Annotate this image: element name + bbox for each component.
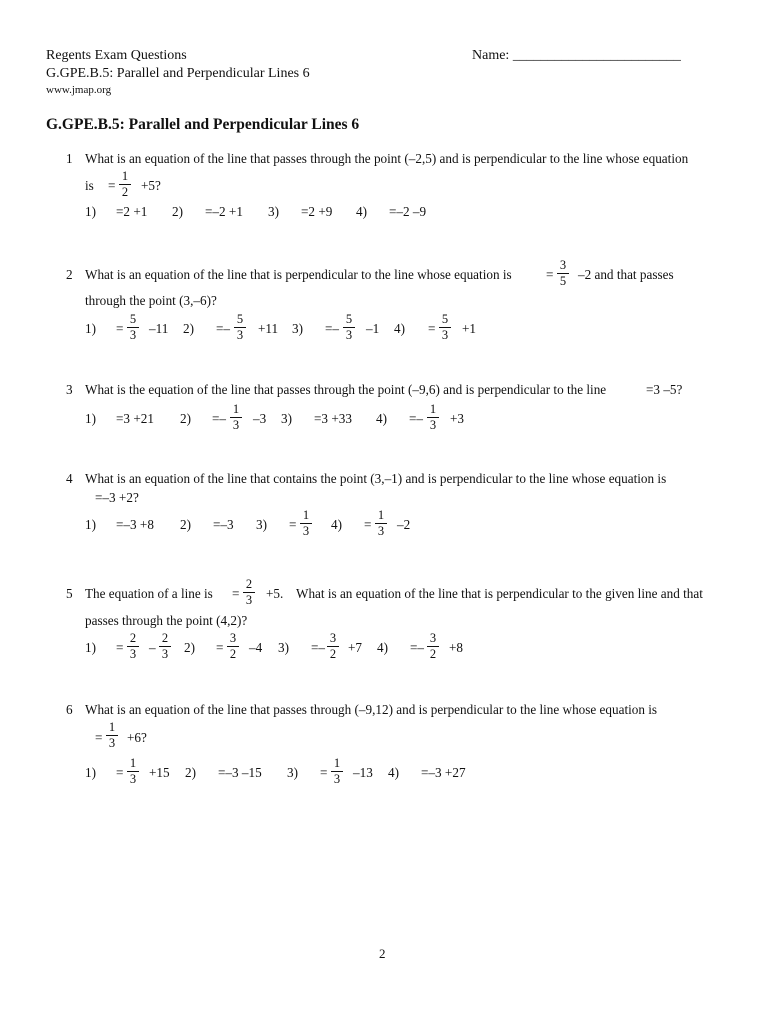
question-text: What is an equation of the line that is perpendicular to the given line and that xyxy=(296,586,703,601)
choice-text: =3 +21 xyxy=(116,411,154,426)
question-text: through the point (3,–6)? xyxy=(85,293,217,308)
denominator: 2 xyxy=(229,647,237,661)
equation-term: –11 xyxy=(149,321,169,336)
denominator: 3 xyxy=(345,328,353,342)
fraction xyxy=(226,631,240,661)
equals-sign: = xyxy=(116,640,124,655)
fraction xyxy=(118,169,132,199)
equation-term: +5. xyxy=(266,586,284,601)
choice-label: 1) xyxy=(85,640,96,655)
equals-sign: =– xyxy=(409,411,424,426)
choice-label: 3) xyxy=(256,517,267,532)
fraction xyxy=(233,312,247,342)
header-website: www.jmap.org xyxy=(46,84,112,96)
numerator: 2 xyxy=(245,577,253,591)
choice-label: 1) xyxy=(85,204,96,219)
equation-term: –4 xyxy=(249,640,263,655)
fraction xyxy=(426,631,440,661)
choice-label: 4) xyxy=(388,765,399,780)
fraction xyxy=(374,508,388,538)
equals-sign: = xyxy=(320,765,328,780)
equation-term: –13 xyxy=(353,765,373,780)
question-number: 1 xyxy=(66,151,73,166)
choice-text: =3 +33 xyxy=(314,411,352,426)
question-number: 5 xyxy=(66,586,73,601)
choice-label: 4) xyxy=(331,517,342,532)
numerator: 1 xyxy=(232,402,240,416)
denominator: 2 xyxy=(429,647,437,661)
equals-sign: = xyxy=(546,267,554,282)
fraction xyxy=(158,631,172,661)
denominator: 3 xyxy=(129,328,137,342)
name-field-label: Name: ________________________ xyxy=(472,48,681,63)
header-title: Regents Exam Questions xyxy=(46,48,187,63)
choice-label: 2) xyxy=(183,321,194,336)
equation-term: –2 xyxy=(397,517,411,532)
equals-sign: = xyxy=(216,640,224,655)
fraction xyxy=(126,312,140,342)
question-number: 6 xyxy=(66,702,73,717)
equation-term: –1 xyxy=(366,321,380,336)
fraction xyxy=(556,258,570,288)
equation-term: –3 xyxy=(253,411,267,426)
question-text: The equation of a line is xyxy=(85,586,213,601)
equals-sign: = xyxy=(289,517,297,532)
choice-text: =–3 +27 xyxy=(421,765,466,780)
fraction xyxy=(105,720,119,750)
numerator: 1 xyxy=(121,169,129,183)
numerator: 1 xyxy=(302,508,310,522)
numerator: 5 xyxy=(345,312,353,326)
fraction xyxy=(126,756,140,786)
question-text: passes through the point (4,2)? xyxy=(85,613,248,628)
choice-label: 4) xyxy=(376,411,387,426)
numerator: 3 xyxy=(229,631,237,645)
choice-text: =–2 –9 xyxy=(389,204,427,219)
denominator: 3 xyxy=(129,772,137,786)
fraction xyxy=(438,312,452,342)
equation-term: +11 xyxy=(258,321,279,336)
choice-label: 3) xyxy=(281,411,292,426)
denominator: 5 xyxy=(559,274,567,288)
equals-sign: =– xyxy=(311,640,326,655)
fraction xyxy=(126,631,140,661)
choice-text: =2 +1 xyxy=(116,204,148,219)
numerator: 1 xyxy=(108,720,116,734)
fraction xyxy=(242,577,256,607)
question-number: 2 xyxy=(66,267,73,282)
question-text: =3 –5? xyxy=(646,382,683,397)
denominator: 3 xyxy=(245,593,253,607)
header-subtitle: G.GPE.B.5: Parallel and Perpendicular Lines 6 xyxy=(46,66,310,81)
choice-label: 3) xyxy=(292,321,303,336)
denominator: 3 xyxy=(232,418,240,432)
equals-sign: = xyxy=(116,765,124,780)
denominator: 3 xyxy=(129,647,137,661)
equation-term: –2 and that passes xyxy=(578,267,674,282)
numerator: 5 xyxy=(129,312,137,326)
denominator: 3 xyxy=(236,328,244,342)
fraction xyxy=(330,756,344,786)
numerator: 3 xyxy=(429,631,437,645)
choice-label: 2) xyxy=(180,517,191,532)
question-text: What is an equation of the line that passes through (–9,12) and is perpendicular to the line whose equation is xyxy=(85,702,658,717)
equals-sign: = xyxy=(95,730,103,745)
equation-term: +15 xyxy=(149,765,170,780)
choice-label: 2) xyxy=(180,411,191,426)
fraction xyxy=(426,402,440,432)
equals-sign: = xyxy=(116,321,124,336)
choice-text: =–2 +1 xyxy=(205,204,243,219)
choice-text: =–3 –15 xyxy=(218,765,262,780)
denominator: 3 xyxy=(429,418,437,432)
choice-text: =2 +9 xyxy=(301,204,333,219)
denominator: 3 xyxy=(108,736,116,750)
fraction xyxy=(229,402,243,432)
equals-sign: =– xyxy=(325,321,340,336)
numerator: 1 xyxy=(429,402,437,416)
denominator: 2 xyxy=(121,185,129,199)
denominator: 3 xyxy=(302,524,310,538)
equals-sign: = xyxy=(364,517,372,532)
choice-label: 1) xyxy=(85,765,96,780)
equals-sign: =– xyxy=(216,321,231,336)
question-text: What is an equation of the line that is perpendicular to the line whose equation is xyxy=(85,267,512,282)
numerator: 5 xyxy=(236,312,244,326)
numerator: 3 xyxy=(559,258,567,272)
numerator: 1 xyxy=(377,508,385,522)
denominator: 3 xyxy=(441,328,449,342)
choice-label: 2) xyxy=(172,204,183,219)
numerator: 2 xyxy=(129,631,137,645)
equals-sign: = xyxy=(232,586,240,601)
equation-term: +1 xyxy=(462,321,477,336)
equals-sign: = xyxy=(428,321,436,336)
question-text: is xyxy=(85,178,94,193)
numerator: 3 xyxy=(329,631,337,645)
numerator: 2 xyxy=(161,631,169,645)
choice-label: 2) xyxy=(185,765,196,780)
choice-label: 4) xyxy=(356,204,367,219)
question-number: 4 xyxy=(66,471,73,486)
choice-label: 3) xyxy=(287,765,298,780)
equation-term: +6? xyxy=(127,730,147,745)
choice-label: 2) xyxy=(184,640,195,655)
numerator: 1 xyxy=(129,756,137,770)
denominator: 3 xyxy=(377,524,385,538)
equation-term: +8 xyxy=(449,640,464,655)
fraction xyxy=(326,631,340,661)
question-text: What is an equation of the line that contains the point (3,–1) and is perpendicular to the line whose equation is xyxy=(85,471,667,486)
equation-term: – xyxy=(149,640,156,655)
choice-text: =–3 +8 xyxy=(116,517,154,532)
denominator: 3 xyxy=(333,772,341,786)
equation-term: +5? xyxy=(141,178,161,193)
choice-text: =–3 xyxy=(213,517,234,532)
choice-label: 1) xyxy=(85,321,96,336)
question-text: =–3 +2? xyxy=(95,490,139,505)
page-number: 2 xyxy=(379,946,386,961)
numerator: 5 xyxy=(441,312,449,326)
question-number: 3 xyxy=(66,382,73,397)
choice-label: 4) xyxy=(377,640,388,655)
choice-label: 1) xyxy=(85,411,96,426)
choice-label: 1) xyxy=(85,517,96,532)
question-text: What is an equation of the line that passes through the point (–2,5) and is perpendicular to the line whose equation xyxy=(85,151,689,166)
choice-label: 3) xyxy=(268,204,279,219)
choice-label: 4) xyxy=(394,321,405,336)
equals-sign: =– xyxy=(410,640,425,655)
question-text: What is the equation of the line that passes through the point (–9,6) and is perpendicular to the line xyxy=(85,382,607,397)
denominator: 3 xyxy=(161,647,169,661)
equation-term: +7 xyxy=(348,640,363,655)
denominator: 2 xyxy=(329,647,337,661)
choice-label: 3) xyxy=(278,640,289,655)
equals-sign: =– xyxy=(212,411,227,426)
page-title: G.GPE.B.5: Parallel and Perpendicular Lines 6 xyxy=(46,116,360,133)
equals-sign: = xyxy=(108,178,116,193)
equation-term: +3 xyxy=(450,411,465,426)
fraction xyxy=(299,508,313,538)
fraction xyxy=(342,312,356,342)
numerator: 1 xyxy=(333,756,341,770)
